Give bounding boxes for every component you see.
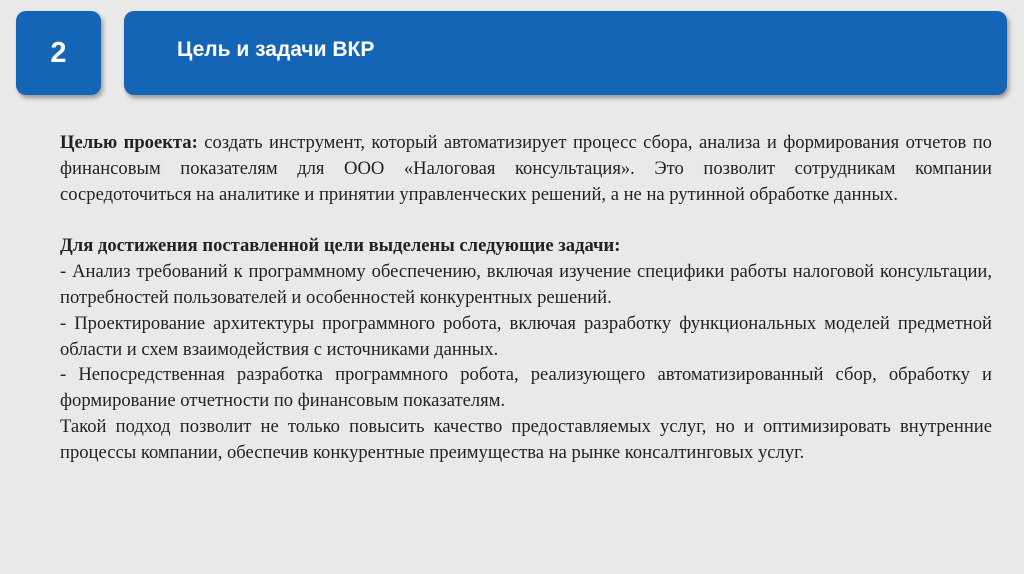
- paragraph-gap: [60, 207, 992, 233]
- goal-paragraph: [60, 130, 992, 207]
- task-item: - Непосредственная разработка программного робота, реализующего автоматизированный сбор, обработку и формирование отчетности по финансовым показателям.: [60, 364, 992, 412]
- conclusion-paragraph: Такой подход позволит не только повысить качество предоставляемых услуг, но и оптимизировать внутренние процессы компании, обеспечив конкурентные преимущества на рынке консалтинговых услуг.: [60, 415, 992, 463]
- slide-title: Цель и задачи ВКР: [177, 38, 375, 61]
- slide-number-badge: [16, 11, 101, 95]
- title-bar: [124, 11, 1007, 95]
- task-item: - Проектирование архитектуры программного робота, включая разработку функциональных моделей предметной области и схем взаимодействия с источниками данных.: [60, 312, 992, 360]
- goal-label: Целью проекта:: [60, 132, 198, 153]
- slide-number: 2: [50, 36, 67, 69]
- tasks-heading: [60, 233, 992, 259]
- slide-content: [60, 130, 992, 466]
- goal-text: создать инструмент, который автоматизирует процесс сбора, анализа и формирования отчетов по финансовым показателям для ООО «Налоговая консультация». Это позволит сотрудникам компании сосредоточиться на аналитике и принятии управленческих решений, а не на рутинной обработке данных.: [60, 132, 992, 205]
- task-item: - Анализ требований к программному обеспечению, включая изучение специфики работы налоговой консультации, потребностей пользователей и особенностей конкурентных решений.: [60, 261, 992, 308]
- tasks-heading-text: Для достижения поставленной цели выделены следующие задачи:: [60, 235, 621, 257]
